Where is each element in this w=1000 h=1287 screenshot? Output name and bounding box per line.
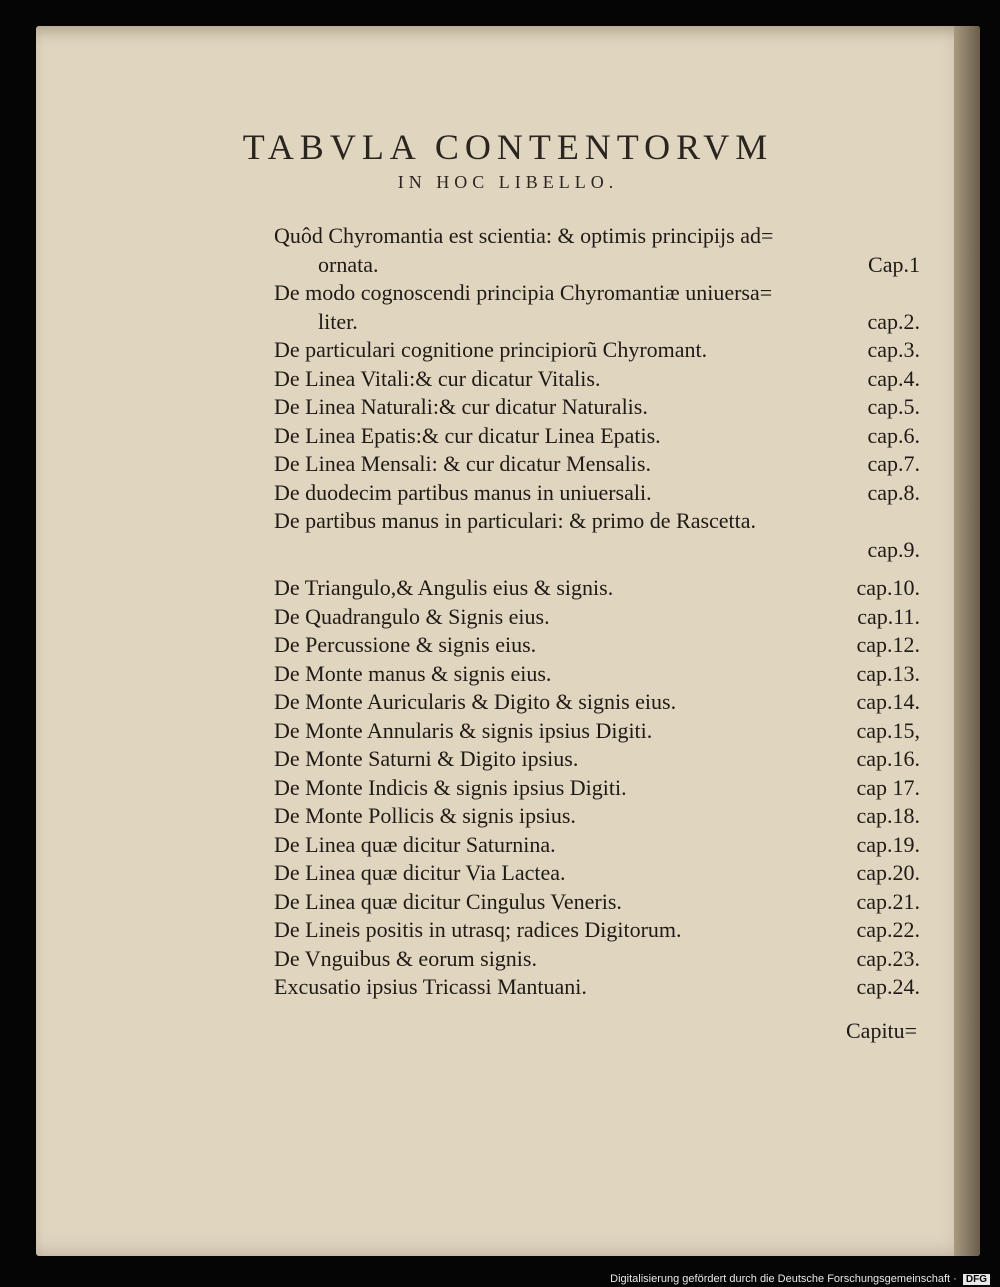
toc-entry [274,603,920,632]
toc-entry [274,717,920,746]
toc-entry [274,251,920,280]
toc-entry-text: De Vnguibus & eorum signis. [274,945,537,971]
page-title: TABVLA CONTENTORVM [242,127,774,167]
toc-entry-text: De Triangulo,& Angulis eius & signis. [274,575,614,600]
dfg-logo-icon: DFG [963,1274,990,1285]
toc-entry-text: De Percussione & signis eius. [274,632,537,657]
toc-entry [274,859,920,888]
toc-chapter-number: cap.6. [867,422,920,448]
toc-entry-text: De Linea Naturali:& cur dicatur Naturalis. [274,394,648,419]
toc-chapter-number: cap.7. [867,451,920,476]
toc-entry [274,507,920,536]
toc-entry-text: De particulari cognitione principiorũ Chyromant. [274,337,708,362]
toc-chapter-number: cap.9. [867,536,920,562]
toc-entry [274,574,920,603]
toc-entry [274,422,920,451]
toc-entry [274,660,920,689]
toc-entry [274,688,920,717]
toc-entry [274,536,920,565]
toc-chapter-number: cap.4. [867,365,920,391]
toc-entry-text: De modo cognoscendi principia Chyromantiæ uniuersa= [274,280,773,305]
toc-entry-text: De Lineis positis in utrasq; radices Digitorum. [274,917,682,942]
catchword: Capitu= [846,1018,918,1043]
toc-entry-text: De Linea Mensali: & cur dicatur Mensalis. [274,451,651,476]
toc-entry-text: De partibus manus in particulari: & primo de Rascetta. [274,508,757,533]
toc-entry-text: De Monte manus & signis eius. [274,660,552,686]
toc-entry [274,393,920,422]
toc-entry [274,222,920,251]
toc-chapter-number: cap.15, [856,717,920,743]
toc-chapter-number: cap.5. [867,394,920,419]
toc-chapter-number: cap.21. [856,888,920,914]
toc-entry [274,973,920,1002]
toc-chapter-number: cap.13. [856,660,920,686]
toc-chapter-number: cap.18. [856,803,920,828]
toc-chapter-number: cap.20. [856,860,920,885]
page-spine [954,26,980,1256]
toc-entry-text: De Quadrangulo & Signis eius. [274,603,550,629]
toc-entry-text: De Monte Annularis & signis ipsius Digiti. [274,717,653,743]
toc-chapter-number: cap.2. [867,308,920,334]
toc-chapter-number: cap.12. [856,632,920,657]
toc-entry [274,279,920,308]
footer-text: Digitalisierung gefördert durch die Deutsche Forschungsgemeinschaft · [610,1273,957,1285]
toc-entry [274,888,920,917]
toc-chapter-number: cap.22. [856,917,920,942]
toc-chapter-number: cap.24. [856,974,920,999]
toc-entry-text: De Linea quæ dicitur Cingulus Veneris. [274,888,622,914]
toc-entry [274,831,920,860]
toc-spacer [274,564,920,574]
toc-entry-text: De duodecim partibus manus in uniuersali. [274,479,652,505]
toc-chapter-number: cap.3. [867,337,920,362]
toc-entry-text: De Linea quæ dicitur Saturnina. [274,831,556,857]
toc-entry-text: De Monte Auricularis & Digito & signis eius. [274,689,677,714]
toc-entry [274,745,920,774]
toc-entry-text: De Monte Saturni & Digito ipsius. [274,746,579,771]
toc-entry-text: De Monte Indicis & signis ipsius Digiti. [274,774,627,800]
toc-entry [274,308,920,337]
table-of-contents [274,222,920,1002]
toc-entry [274,802,920,831]
toc-chapter-number: cap.11. [857,603,920,629]
toc-chapter-number: cap.19. [856,831,920,857]
toc-entry-text: De Linea Vitali:& cur dicatur Vitalis. [274,365,601,391]
toc-chapter-number: cap.14. [856,689,920,714]
toc-chapter-number: Cap.1 [868,251,920,277]
toc-entry-text: De Monte Pollicis & signis ipsius. [274,803,576,828]
toc-entry-text: De Linea quæ dicitur Via Lactea. [274,860,566,885]
toc-chapter-number: cap.8. [867,479,920,505]
page-subtitle: IN HOC LIBELLO. [397,172,619,192]
toc-chapter-number: cap.23. [856,945,920,971]
toc-entry-text: liter. [318,308,358,334]
toc-chapter-number: cap.10. [856,575,920,600]
toc-chapter-number: cap.16. [856,746,920,771]
toc-entry-text: Quôd Chyromantia est scientia: & optimis principijs ad= [274,223,774,248]
toc-entry [274,945,920,974]
toc-entry-text: Excusatio ipsius Tricassi Mantuani. [274,974,587,999]
toc-entry [274,916,920,945]
toc-entry-text: De Linea Epatis:& cur dicatur Linea Epatis. [274,422,661,448]
toc-entry [274,450,920,479]
toc-entry [274,774,920,803]
book-page [36,26,980,1256]
digitization-footer [610,1273,990,1285]
toc-entry [274,631,920,660]
toc-entry-text: ornata. [318,251,379,277]
toc-entry [274,479,920,508]
toc-chapter-number: cap 17. [856,774,920,800]
toc-entry [274,336,920,365]
toc-entry [274,365,920,394]
